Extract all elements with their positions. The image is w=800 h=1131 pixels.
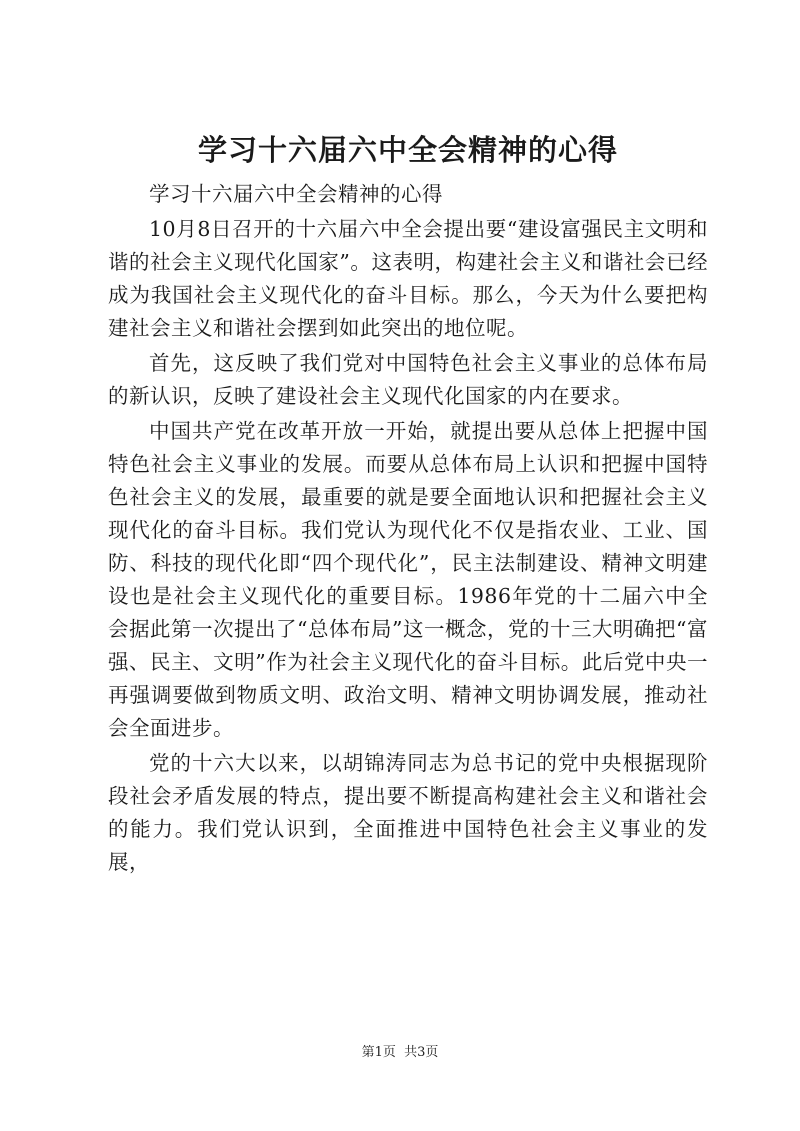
paragraph-subtitle: 学习十六届六中全会精神的心得 — [149, 182, 443, 206]
paragraph: 党的十六大以来，以胡锦涛同志为总书记的党中央根据现阶段社会矛盾发展的特点，提出要不断提高构建社会主义和谐社会的能力。我们党认识到，全面推进中国特色社会主义事业的发展， — [108, 751, 708, 874]
paragraph: 10月8日召开的十六届六中全会提出要“建设富强民主文明和谐的社会主义现代化国家”。这表明，构建社会主义和谐社会已经成为我国社会主义现代化的奋斗目标。那么，今天为什么要把构建社会主义和谐社会摆到如此突出的地位呢。 — [108, 217, 708, 340]
document-page — [108, 130, 708, 881]
page-footer — [0, 1041, 800, 1060]
page-total: 共3页 — [404, 1045, 439, 1060]
page-number: 第1页 — [361, 1045, 396, 1060]
document-title: 学习十六届六中全会精神的心得 — [197, 133, 618, 167]
paragraph: 首先，这反映了我们党对中国特色社会主义事业的总体布局的新认识，反映了建设社会主义现代化国家的内在要求。 — [108, 351, 708, 408]
paragraph: 中国共产党在改革开放一开始，就提出要从总体上把握中国特色社会主义事业的发展。而要从总体布局上认识和把握中国特色社会主义的发展，最重要的就是要全面地认识和把握社会主义现代化的奋斗目标。我们党认为现代化不仅是指农业、工业、国防、科技的现代化即“四个现代化”，民主法制建设、精神文明建设也是社会主义现代化的重要目标。1986年党的十二届六中全会据此第一次提出了“总体布局”这一概念，党的十三大明确把“富强、民主、文明”作为社会主义现代化的奋斗目标。此后党中央一再强调要做到物质文明、政治文明、精神文明协调发展，推动社会全面进步。 — [108, 419, 708, 740]
